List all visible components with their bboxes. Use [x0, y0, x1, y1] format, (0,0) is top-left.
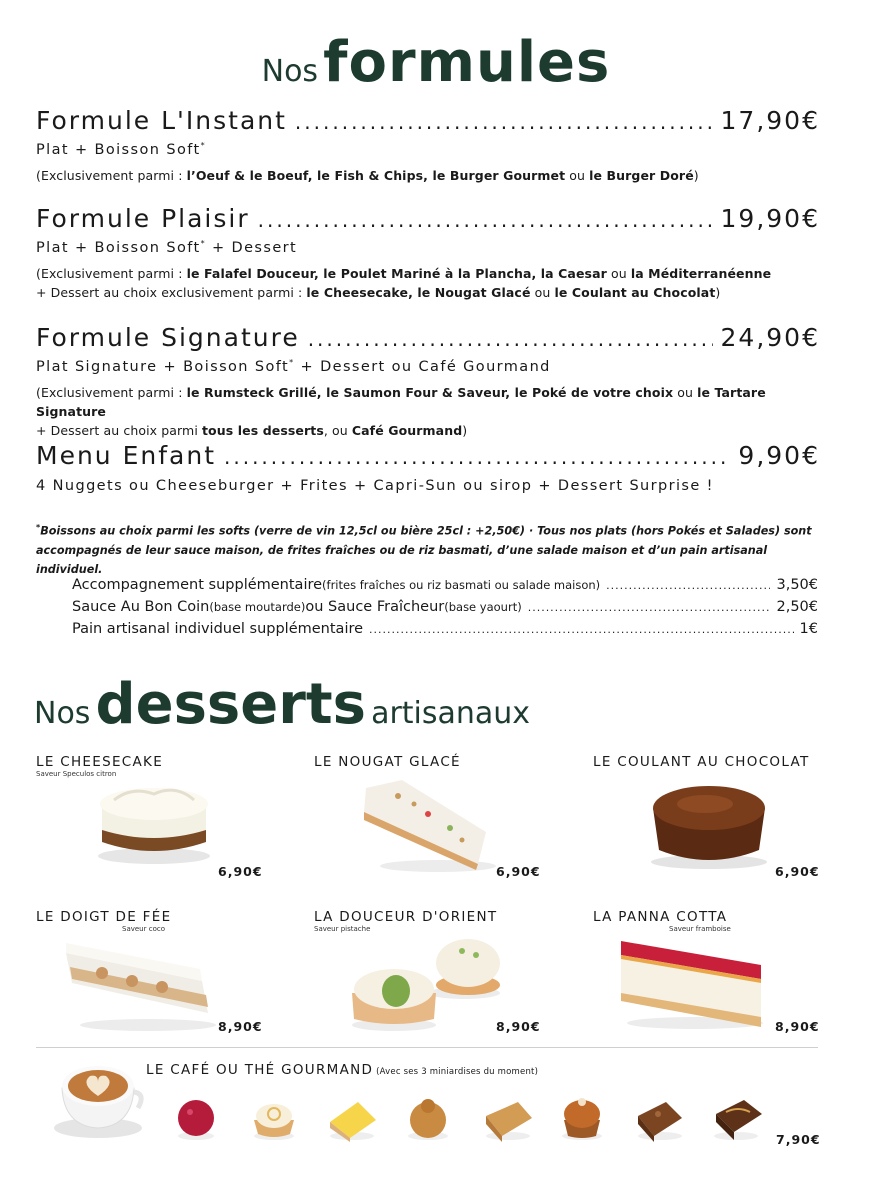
dessert-flavor: Saveur Speculos citron: [36, 770, 117, 778]
doigt-de-fee-image: [62, 929, 222, 1033]
dessert-cheesecake: [36, 754, 266, 884]
dessert-price: 6,90€: [218, 864, 263, 879]
formule-price: 17,90€: [720, 106, 820, 135]
cheesecake-image: [96, 780, 216, 866]
extras-list: [72, 577, 818, 643]
leader-dots: [258, 208, 713, 232]
formule-heading: [36, 204, 820, 233]
formule-price: 19,90€: [720, 204, 820, 233]
formule-note: (Exclusivement parmi : l’Oeuf & le Boeuf, le Fish & Chips, le Burger Gourmet ou le Burger Doré): [36, 167, 699, 183]
leader-dots: [308, 327, 713, 351]
extra-item: Pain artisanal individuel supplémentaire ..... 1€: [72, 621, 818, 643]
formule-note: (Exclusivement parmi : le Falafel Douceur, le Poulet Mariné à la Plancha, la Caesar ou la Méditerranéenne + Dessert au choix exclusivement parmi : le Cheesecake, le Nougat Glacé ou le Coulant au Chocolat): [36, 265, 772, 300]
dessert-flavor: Saveur framboise: [669, 925, 731, 933]
dessert-price: 8,90€: [218, 1019, 263, 1034]
formule-contents: Plat + Boisson Soft* + Dessert: [36, 239, 298, 256]
leader-dots: [295, 110, 713, 134]
mini-raspberry-icon: [178, 1100, 214, 1140]
nougat-image: [358, 774, 498, 874]
mini-chocolate-icon: [714, 1100, 762, 1140]
extra-price: 2,50€: [776, 599, 818, 615]
dessert-coulant: [593, 754, 823, 884]
dessert-price: 6,90€: [496, 864, 541, 879]
dessert-name: LA PANNA COTTA: [593, 909, 728, 925]
leader-dots: [224, 445, 730, 469]
miniardises-row: [172, 1092, 772, 1144]
dessert-flavor: Saveur pistache: [314, 925, 371, 933]
formule-heading: [36, 441, 820, 470]
douceur-orient-image: [344, 929, 514, 1033]
formules-title-small: Nos: [261, 54, 319, 89]
extra-item: Sauce Au Bon Coin (base moutarde) ou Sauce Fraîcheur (base yaourt) ..... 2,50€: [72, 599, 818, 621]
formule-name: Formule Plaisir: [36, 204, 250, 233]
dessert-panna-cotta: [593, 909, 823, 1039]
dessert-flavor: Saveur coco: [122, 925, 165, 933]
dessert-name: LE CHEESECAKE: [36, 754, 164, 770]
formule-contents: Plat + Boisson Soft*: [36, 141, 206, 158]
dessert-doigt-de-fee: [36, 909, 266, 1039]
dessert-price: 8,90€: [496, 1019, 541, 1034]
formules-title: [0, 30, 872, 95]
mini-lemon-icon: [330, 1102, 376, 1142]
dessert-name: LE COULANT AU CHOCOLAT: [593, 754, 810, 770]
formule-signature: [36, 323, 820, 440]
dessert-price: 6,90€: [775, 864, 820, 879]
desserts-title: Nos desserts artisanaux: [34, 672, 531, 737]
menu-enfant: [36, 441, 820, 494]
formule-price: 9,90€: [738, 441, 820, 470]
formules-title-big: formules: [323, 30, 611, 95]
extra-price: 1€: [799, 621, 818, 637]
leader-dots: [369, 623, 794, 636]
formule-contents: Plat Signature + Boisson Soft* + Dessert ou Café Gourmand: [36, 358, 551, 375]
mini-chou-icon: [408, 1099, 448, 1140]
mini-cake-icon: [486, 1102, 532, 1142]
formule-name: Menu Enfant: [36, 441, 216, 470]
dessert-name: LE DOIGT DE FÉE: [36, 909, 172, 925]
leader-dots: [606, 579, 770, 592]
mini-cupcake-icon: [562, 1098, 602, 1140]
formule-heading: [36, 323, 820, 352]
divider: [36, 1047, 818, 1048]
formule-heading: [36, 106, 820, 135]
leader-dots: [528, 601, 771, 614]
formule-price: 24,90€: [720, 323, 820, 352]
cafe-gourmand-title: LE CAFÉ OU THÉ GOURMAND (Avec ses 3 miniardises du moment): [146, 1062, 539, 1078]
footnote: *Boissons au choix parmi les softs (verre de vin 12,5cl ou bière 25cl : +2,50€) · Tous nos plats (hors Pokés et Salades) sont accompagnés de leur sauce maison, de frites fraîches ou de riz basmati, d’une salade maison et d’un pain artisanal individuel.: [36, 523, 812, 576]
coffee-cup-image: [50, 1058, 150, 1142]
dessert-price: 8,90€: [775, 1019, 820, 1034]
formule-contents: 4 Nuggets ou Cheeseburger + Frites + Capri-Sun ou sirop + Dessert Surprise !: [36, 478, 714, 494]
formule-plaisir: [36, 204, 820, 302]
mini-rocher-icon: [638, 1102, 682, 1142]
formule-name: Formule Signature: [36, 323, 300, 352]
cafe-gourmand-price: 7,90€: [776, 1132, 821, 1147]
coulant-image: [649, 778, 769, 870]
extra-price: 3,50€: [776, 577, 818, 593]
dessert-name: LE NOUGAT GLACÉ: [314, 754, 461, 770]
formule-instant: [36, 106, 820, 185]
formule-name: Formule L'Instant: [36, 106, 287, 135]
mini-tart-icon: [254, 1104, 294, 1140]
dessert-name: LA DOUCEUR D'ORIENT: [314, 909, 498, 925]
panna-cotta-image: [615, 935, 765, 1031]
dessert-nougat: [314, 754, 544, 884]
dessert-douceur-orient: [314, 909, 544, 1039]
formule-note: (Exclusivement parmi : le Rumsteck Grillé, le Saumon Four & Saveur, le Poké de votre choix ou le Tartare Signature + Dessert au choix parmi tous les desserts, ou Café Gourmand): [36, 384, 766, 438]
extra-item: Accompagnement supplémentaire (frites fraîches ou riz basmati ou salade maison) ..... 3,50€: [72, 577, 818, 599]
